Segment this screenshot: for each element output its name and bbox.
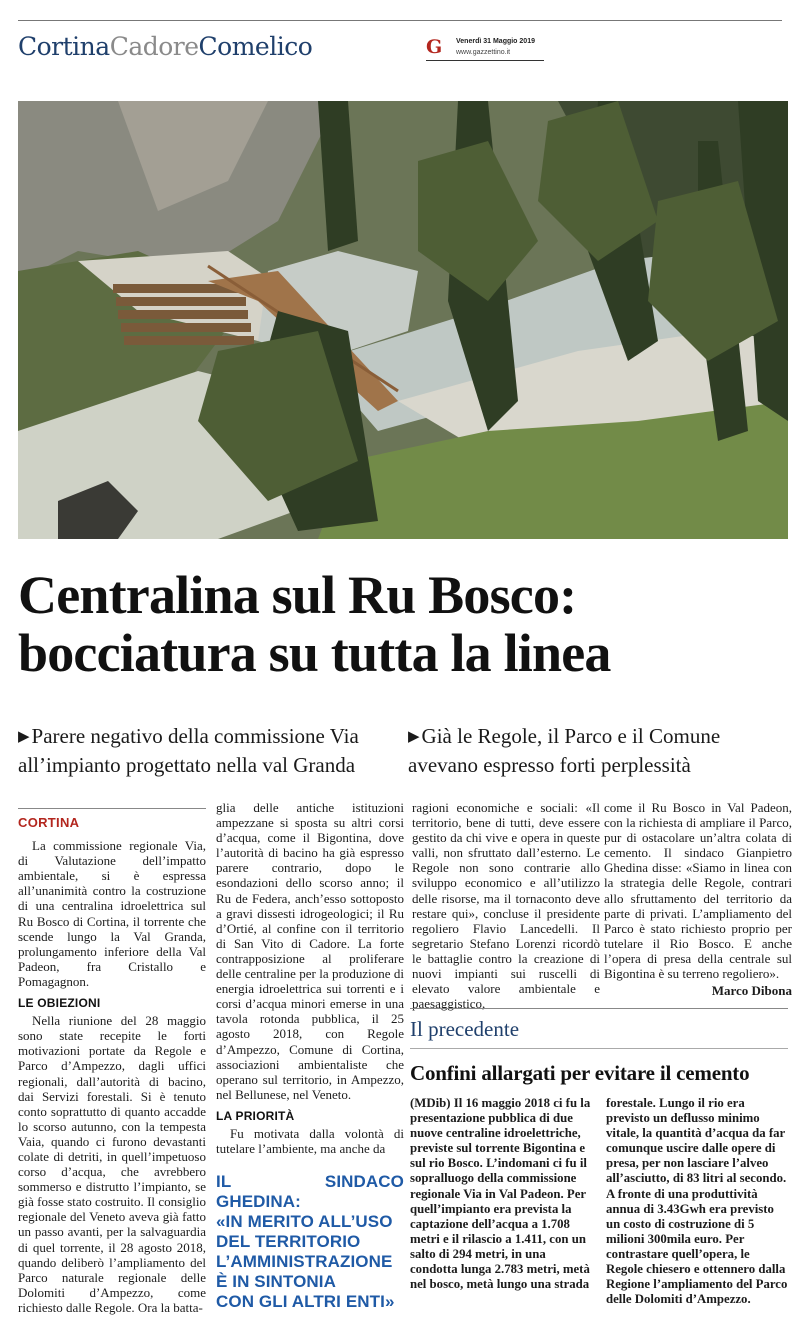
deck-left	[18, 722, 398, 779]
masthead-rule	[426, 60, 544, 61]
sidebar-title: Confini allargati per evitare il cemento	[410, 1061, 750, 1085]
pull-quote	[216, 1172, 404, 1312]
sidebar-rule	[410, 1048, 788, 1049]
pull-quote-line: È IN SINTONIA	[216, 1272, 337, 1292]
kicker-rule	[18, 808, 206, 809]
gazzettino-logo: G	[426, 36, 443, 58]
sidebar-kicker: Il precedente	[410, 1017, 520, 1041]
article-kicker: CORTINA	[18, 815, 80, 830]
issue-date: Venerdì 31 Maggio 2019	[456, 38, 535, 45]
section-title-cadore: Cadore	[109, 32, 199, 61]
paragraph: come il Ru Bosco in Val Padeon, con la richiesta di ampliare il Parco, pur di ostacolare un’altra colata di cemento. Il sindaco Gianpietro Ghedina disse: «Siamo in linea con la strategia delle Regole, contrari allo sfruttamento del territorio da parte di privati. L’ampliamento del Parco è stato richiesto proprio per tutelare il Rio Bosco. E anche l’opera di presa della centrale sul Bigontina è su terreno regoliero».	[604, 800, 792, 982]
website: www.gazzettino.it	[456, 49, 511, 56]
section-title	[18, 32, 312, 61]
article-column-2	[216, 800, 404, 1312]
pull-quote-line: IL SINDACO GHEDINA:	[216, 1172, 404, 1212]
sidebar-column-1: (MDib) Il 16 maggio 2018 ci fu la presentazione pubblica di due nuove centraline idroelettriche, previste sul torrente Bigontina e sul rio Bosco. L’indomani ci fu il sopralluogo della commissione regionale Via in Val Padeon. Per quell’impianto era prevista la captazione dell’acqua a 1.708 metri e il rilascio a 1.411, con un salto di 294 metri, in una condotta lunga 2.783 metri, metà nel bosco, metà lungo una strada	[410, 1096, 591, 1292]
author-byline: Marco Dibona	[711, 983, 792, 999]
section-title-comelico: Comelico	[198, 32, 313, 61]
article-photo	[18, 101, 788, 539]
sidebar-rule	[410, 1008, 788, 1009]
pull-quote-line: CON GLI ALTRI ENTI»	[216, 1292, 395, 1312]
headline-line-1: Centralina sul Ru Bosco:	[18, 565, 577, 625]
deck-left-text: Parere negativo della commissione Via all’impianto progettato nella val Granda	[18, 724, 359, 777]
paragraph: glia delle antiche istituzioni ampezzane si sposta su altri corsi d’acqua, come il Bigontina, dove l’autorità di bacino ha già espresso parere contrario, dopo le esondazioni dello scorso anno; il Ru de Federa, anch’esso sottoposto a gravi dissesti idrogeologici; il Ru d’Ortié, al confine con il territorio di San Vito di Cadore. La forte contrapposizione al proliferare delle centraline per la produzione di energia idroelettrica sui torrenti e i corsi d’acqua minori emerse in una tavola rotonda pubblica, il 25 agosto 2018, con Regole d’Ampezzo, Comune di Cortina, associazioni ambientaliste che operano sul territorio, in Ampezzo, nel Bellunese, nel Veneto.	[216, 800, 404, 1102]
paragraph: Fu motivata dalla volontà di tutelare l’ambiente, ma anche da	[216, 1125, 404, 1157]
triangle-bullet-icon: ▶	[18, 729, 30, 745]
photo-river-wooden-bridge	[18, 101, 788, 539]
paragraph: La commissione regionale Via, di Valutazione dell’impatto ambientale, si è espressa all’unanimità contro la costruzione di una centralina idroelettrica sul Ru Bosco di Cortina, il torrente che scende lungo la Val Granda, prolungamento inferiore della Val Padeon, fra Cristallo e Pomagagnon.	[18, 838, 206, 989]
deck-right	[408, 722, 788, 779]
page-header	[18, 20, 782, 72]
article-column-3	[412, 800, 600, 1011]
newspaper-masthead	[426, 36, 536, 70]
article-column-4	[604, 800, 792, 998]
triangle-bullet-icon: ▶	[408, 729, 420, 745]
subhead-priorita: LA PRIORITÀ	[216, 1108, 295, 1123]
subhead-obiezioni: LE OBIEZIONI	[18, 996, 101, 1011]
sidebar-columns	[410, 1096, 788, 1316]
article-headline	[18, 566, 793, 682]
paragraph: Nella riunione del 28 maggio sono state recepite le forti motivazioni portate da Regole e Parco d’Ampezzo, dagli uffici regionali, dall’autorità di bacino, dai Servizi forestali. Si è tenuto conto soprattutto di quanto accadde lo scorso autunno, con la tempesta Vaia, quando ci furono devastanti colate di detriti, in quell’impetuoso corso d’acqua, che avrebbero sommerso e distrutto l’impianto, se già fosse stato costruito. Il consiglio regionale del Veneto aveva già fatto un passo avanti, per la salvaguardia di quel torrente, il 28 agosto 2018, quando deliberò l’ampliamento del Parco naturale regionale delle Dolomiti d’Ampezzo, come richiesto dalle Regole. Ora la batta-	[18, 1013, 206, 1315]
section-title-cortina: Cortina	[18, 32, 110, 61]
pull-quote-line: «IN MERITO ALL’USO	[216, 1212, 393, 1232]
sidebar-box	[410, 1008, 788, 1316]
header-rule	[18, 20, 782, 21]
pull-quote-line: DEL TERRITORIO	[216, 1232, 361, 1252]
paragraph: ragioni economiche e sociali: «Il territorio, bene di tutti, deve essere gestito da chi vive e opera in queste valli, non sfruttato dall’esterno. Le Regole non sono contrarie allo sviluppo economico e all’utilizzo delle risorse, ma il tornaconto deve restare qui», concluse il presidente regoliero Flavio Lancedelli. Il segretario Stefano Lorenzi ricordò le battaglie contro la creazione di nuovi impianti sui ruscelli di elevato valore ambientale e paesaggistico,	[412, 800, 600, 1012]
pull-quote-line: L’AMMINISTRAZIONE	[216, 1252, 393, 1272]
headline-line-2: bocciatura su tutta la linea	[18, 623, 611, 683]
sidebar-column-2: forestale. Lungo il rio era previsto un deflusso minimo vitale, la quantità d’acqua da far comunque uscire dalle opere di presa, per non lasciare l’alveo all’asciutto, di 83 litri al secondo. A fronte di una produttività annua di 3.43Gwh era previsto un costo di costruzione di 5 milioni 300mila euro. Per contrastare quell’opera, le Regole chiesero e ottennero dalla Regione l’ampliamento del Parco delle Dolomiti d’Ampezzo.	[606, 1096, 788, 1307]
deck-right-text: Già le Regole, il Parco e il Comune avevano espresso forti perplessità	[408, 724, 721, 777]
article-column-1	[18, 808, 206, 1315]
